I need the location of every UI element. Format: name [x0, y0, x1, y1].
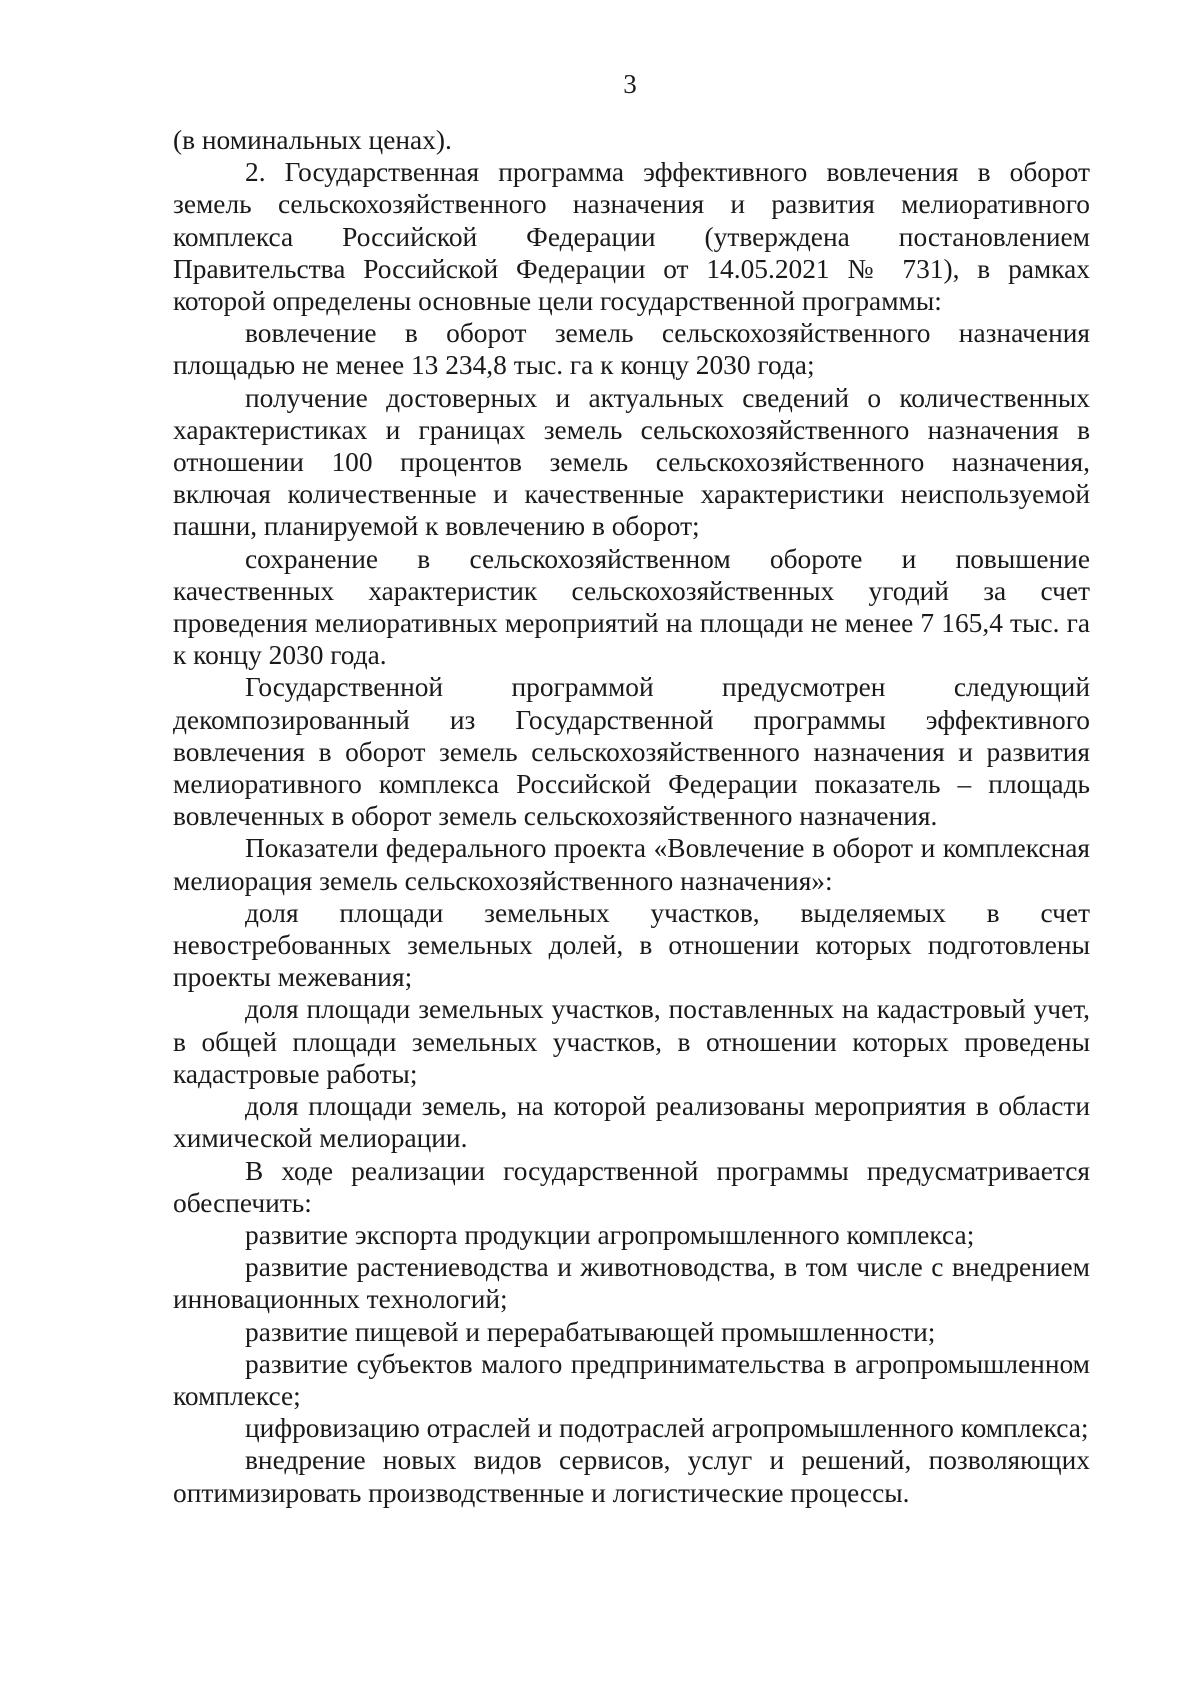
goal-item: сохранение в сельскохозяйственном обороте и повышение качественных характеристик сельскохозяйственных угодий за счет проведения мелиоративных мероприятий на площади не менее 7 165,4 тыс. га к концу 2030 года. — [173, 543, 1090, 671]
implementation-item: развитие растениеводства и животноводства, в том числе с внедрением инновационных технологий; — [173, 1252, 1090, 1315]
implementation-item: развитие экспорта продукции агропромышленного комплекса; — [245, 1219, 975, 1250]
paragraph-indicator: Государственной программой предусмотрен следующий декомпозированный из Государственной программы эффективного вовлечения в оборот земель сельскохозяйственного назначения и развития мелиоративного комплекса Российской Федерации показатель – площадь вовлеченных в оборот земель сельскохозяйственного назначения. — [173, 672, 1090, 832]
implementation-item: развитие пищевой и перерабатывающей промышленности; — [245, 1316, 936, 1347]
paragraph-program-2: 2. Государственная программа эффективного вовлечения в оборот земель сельскохозяйственного назначения и развития мелиоративного комплекса Российской Федерации (утверждена постановлением Правительства Российской Федерации от 14.05.2021 № 731), в рамках которой определены основные цели государственной программы: — [173, 157, 1090, 317]
goal-item: вовлечение в оборот земель сельскохозяйственного назначения площадью не менее 13 234,8 тыс. га к концу 2030 года; — [173, 318, 1090, 381]
indicator-item: доля площади земельных участков, поставленных на кадастровый учет, в общей площади земельных участков, в отношении которых проведены кадастровые работы; — [173, 994, 1090, 1089]
goal-item: получение достоверных и актуальных сведений о количественных характеристиках и границах земель сельскохозяйственного назначения в отношении 100 процентов земель сельскохозяйственного назначения, включая количественные и качественные характеристики неиспользуемой пашни, планируемой к вовлечению в оборот; — [173, 382, 1090, 542]
page-number: 3 — [623, 69, 637, 99]
indicator-item: доля площади земельных участков, выделяемых в счет невостребованных земельных долей, в отношении которых подготовлены проекты межевания; — [173, 897, 1090, 993]
paragraph-continuation: (в номинальных ценах). — [173, 125, 452, 155]
document-body — [173, 124, 1090, 1509]
implementation-item: цифровизацию отраслей и подотраслей агропромышленного комплекса; — [245, 1413, 1089, 1444]
indicator-item: доля площади земель, на которой реализованы мероприятия в области химической мелиорации. — [173, 1091, 1090, 1154]
implementation-item: внедрение новых видов сервисов, услуг и решений, позволяющих оптимизировать производственные и логистические процессы. — [173, 1445, 1090, 1508]
implementation-item: развитие субъектов малого предпринимательства в агропромышленном комплексе; — [173, 1348, 1090, 1411]
paragraph-implementation: В ходе реализации государственной программы предусматривается обеспечить: — [173, 1155, 1090, 1218]
paragraph-federal-project: Показатели федерального проекта «Вовлечение в оборот и комплексная мелиорация земель сельскохозяйственного назначения»: — [173, 833, 1090, 896]
